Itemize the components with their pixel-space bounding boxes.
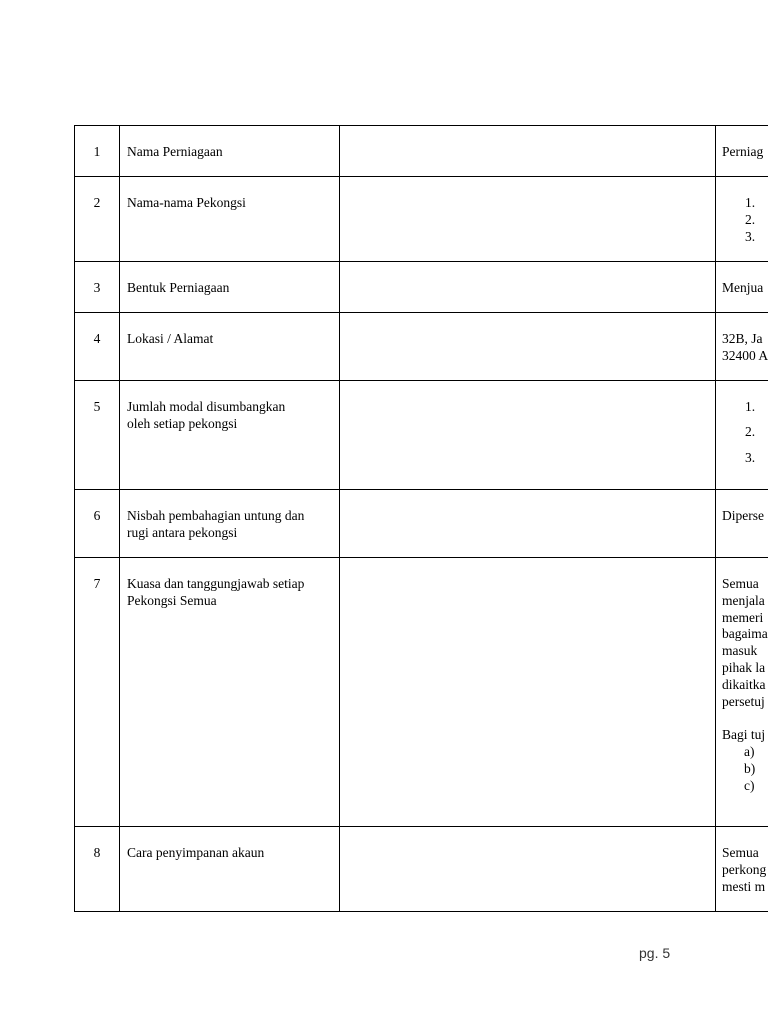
blank-cell xyxy=(340,381,716,490)
value-line: Diperse xyxy=(722,508,764,523)
purpose-list xyxy=(722,744,768,794)
blank-cell xyxy=(340,490,716,558)
row-value xyxy=(716,558,768,827)
row-number: 8 xyxy=(75,827,120,912)
row-value xyxy=(716,313,768,381)
blank-cell xyxy=(340,126,716,177)
row-value xyxy=(716,262,768,313)
table-row xyxy=(75,126,768,177)
blank-cell xyxy=(340,558,716,827)
row-number: 4 xyxy=(75,313,120,381)
list-item: 3. xyxy=(745,228,756,244)
value-line: Menjua xyxy=(722,280,764,295)
row-value xyxy=(716,827,768,912)
label-line: Nisbah pembahagian untung dan xyxy=(127,508,305,523)
blank-cell xyxy=(340,827,716,912)
label-line: Pekongsi Semua xyxy=(127,592,217,608)
row-number: 2 xyxy=(75,177,120,262)
blank-cell xyxy=(340,177,716,262)
blank-cell xyxy=(340,262,716,313)
table-row xyxy=(75,490,768,558)
row-label xyxy=(120,490,340,558)
row-number: 1 xyxy=(75,126,120,177)
table-row xyxy=(75,262,768,313)
value-line: 32400 A xyxy=(722,347,768,363)
row-number: 6 xyxy=(75,490,120,558)
value-line: mesti m xyxy=(722,878,766,894)
row-number: 7 xyxy=(75,558,120,827)
value-line: dikaitka xyxy=(722,676,766,692)
blank-cell xyxy=(340,313,716,381)
label-line: rugi antara pekongsi xyxy=(127,524,238,540)
row-value xyxy=(716,490,768,558)
table-row xyxy=(75,313,768,381)
value-line: persetuj xyxy=(722,693,765,709)
label-line: Jumlah modal disumbangkan xyxy=(127,399,286,414)
row-value xyxy=(716,126,768,177)
list-item: c) xyxy=(744,777,755,793)
list-item: a) xyxy=(744,744,755,760)
list-item: 1. xyxy=(745,195,756,210)
list-item: 2. xyxy=(745,211,756,227)
row-number: 3 xyxy=(75,262,120,313)
row-number: 5 xyxy=(75,381,120,490)
value-line: masuk xyxy=(722,643,758,659)
paragraph-gap xyxy=(722,710,768,727)
row-label: Nama Perniagaan xyxy=(120,126,340,177)
list-item: b) xyxy=(744,760,756,776)
row-value xyxy=(716,177,768,262)
row-label xyxy=(120,558,340,827)
value-line: 32B, Ja xyxy=(722,331,763,346)
row-label: Cara penyimpanan akaun xyxy=(120,827,340,912)
value-line: Semua xyxy=(722,845,759,860)
row-label xyxy=(120,381,340,490)
partner-list xyxy=(722,195,768,245)
label-line: oleh setiap pekongsi xyxy=(127,415,238,431)
row-value xyxy=(716,381,768,490)
business-partnership-table xyxy=(74,125,768,912)
list-item: 3. xyxy=(745,449,756,465)
row-label: Nama-nama Pekongsi xyxy=(120,177,340,262)
table-row xyxy=(75,827,768,912)
value-line: perkong xyxy=(722,861,767,877)
table-row xyxy=(75,558,768,827)
value-line: Perniag xyxy=(722,144,764,159)
capital-list xyxy=(722,399,768,466)
table-row xyxy=(75,177,768,262)
value-line: menjala xyxy=(722,592,765,608)
value-line: bagaima xyxy=(722,626,768,642)
value-line: Bagi tuj xyxy=(722,727,766,743)
page-number: pg. 5 xyxy=(639,945,671,961)
value-line: memeri xyxy=(722,609,764,625)
row-label: Lokasi / Alamat xyxy=(120,313,340,381)
list-item: 1. xyxy=(745,399,756,414)
row-label: Bentuk Perniagaan xyxy=(120,262,340,313)
value-line: Semua xyxy=(722,576,759,591)
label-line: Kuasa dan tanggungjawab setiap xyxy=(127,576,305,591)
value-line: pihak la xyxy=(722,659,766,675)
list-item: 2. xyxy=(745,424,756,440)
table-row xyxy=(75,381,768,490)
